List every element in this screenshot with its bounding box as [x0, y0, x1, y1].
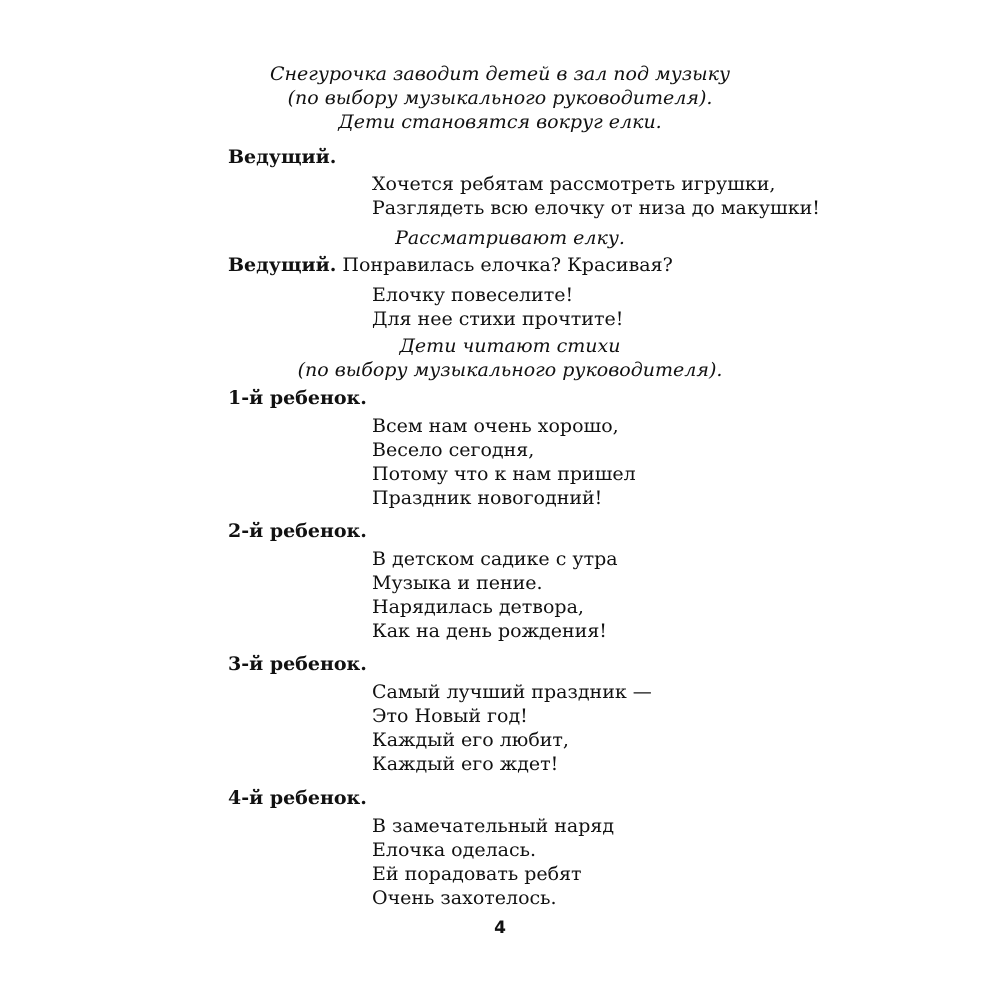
stage-direction — [10, 334, 1000, 382]
verse-line: Для нее стихи прочтите! — [372, 308, 624, 330]
verse-line: Это Новый год! — [372, 705, 528, 727]
stage-direction — [10, 226, 1000, 250]
verse-block — [372, 680, 652, 776]
stage-direction-line: Дети читают стихи — [399, 335, 621, 357]
verse-block — [372, 814, 614, 910]
verse-line: Нарядилась детвора, — [372, 596, 584, 618]
verse-line: Елочку повеселите! — [372, 284, 574, 306]
verse-line: Каждый его ждет! — [372, 753, 559, 775]
stage-direction-line: (по выбору музыкального руководителя). — [297, 359, 723, 381]
stage-direction-line: Снегурочка заводит детей в зал под музыку — [269, 63, 731, 85]
verse-block — [372, 547, 618, 643]
stage-direction-line: Рассматривают елку. — [395, 227, 625, 249]
speaker-label — [228, 386, 367, 410]
speaker-name: Ведущий. — [228, 254, 337, 276]
verse-line: Очень захотелось. — [372, 887, 557, 909]
stage-direction-line: (по выбору музыкального руководителя). — [287, 87, 713, 109]
speaker-name: 4-й ребенок. — [228, 787, 367, 809]
speaker-label — [228, 786, 367, 810]
verse-line: Всем нам очень хорошо, — [372, 415, 619, 437]
verse-line: Весело сегодня, — [372, 439, 535, 461]
verse-line: Каждый его любит, — [372, 729, 569, 751]
verse-block — [372, 283, 623, 331]
stage-direction-line: Дети становятся вокруг елки. — [338, 111, 662, 133]
speaker-label — [228, 652, 367, 676]
verse-line: Потому что к нам пришел — [372, 463, 636, 485]
verse-line: Елочка оделась. — [372, 839, 536, 861]
stage-direction-intro — [0, 62, 1000, 134]
speaker-name: 2-й ребенок. — [228, 520, 367, 542]
verse-line: Ей порадовать ребят — [372, 863, 582, 885]
speaker-label — [228, 145, 336, 169]
speaker-name: 3-й ребенок. — [228, 653, 367, 675]
verse-line: Музыка и пение. — [372, 572, 543, 594]
verse-line: В детском садике с утра — [372, 548, 618, 570]
verse-line: Праздник новогодний! — [372, 487, 603, 509]
page-number: 4 — [494, 918, 506, 938]
verse-line: Как на день рождения! — [372, 620, 607, 642]
verse-line: В замечательный наряд — [372, 815, 615, 837]
speaker-line — [228, 253, 673, 277]
speaker-name: 1-й ребенок. — [228, 387, 367, 409]
verse-block — [372, 172, 820, 220]
speaker-label — [228, 519, 367, 543]
verse-line: Самый лучший праздник — — [372, 681, 652, 703]
verse-block — [372, 414, 636, 510]
speaker-name: Ведущий. — [228, 146, 337, 168]
verse-line: Разглядеть всю елочку от низа до макушки! — [372, 197, 820, 219]
verse-line: Хочется ребятам рассмотреть игрушки, — [372, 173, 776, 195]
speaker-speech: Понравилась елочка? Красивая? — [342, 254, 673, 276]
